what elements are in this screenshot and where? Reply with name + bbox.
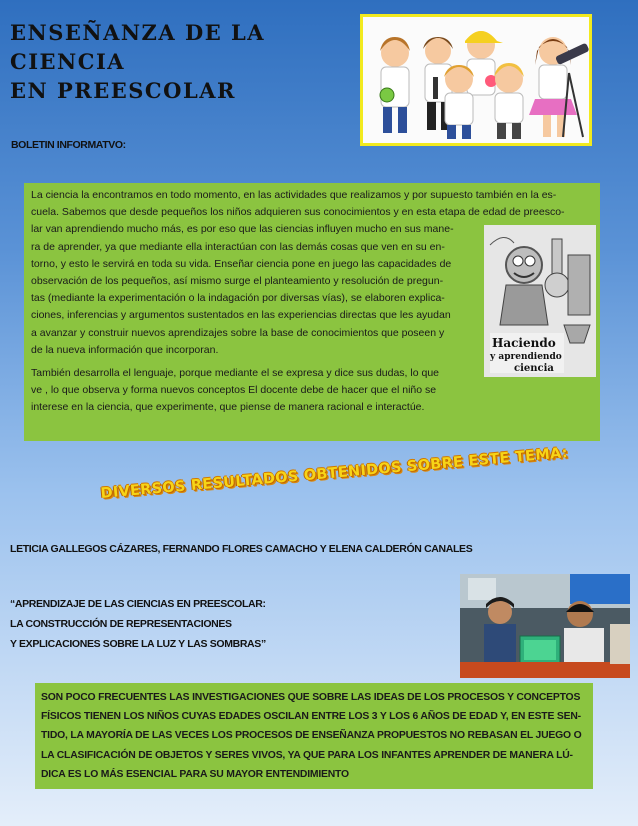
intro-panel xyxy=(24,183,600,441)
summary-line: FÍSICOS TIENEN LOS NIÑOS CUYAS EDADES OSCILAN ENTRE LOS 3 Y LOS 6 AÑOS DE EDAD Y, EN ESTE SEN- xyxy=(41,711,581,723)
sketch-caption-2: y aprendiendo xyxy=(490,352,562,362)
intro-line: de la nueva información que incorporan. xyxy=(31,343,219,356)
page-title xyxy=(10,18,360,105)
intro-line: La ciencia la encontramos en todo momento, en las actividades que realizamos y por supuesto también en la es- xyxy=(31,189,557,201)
title-line-1: ENSEÑANZA DE LA CIENCIA xyxy=(10,20,266,74)
classroom-photo xyxy=(460,574,630,678)
summary-line: LA CLASIFICACIÓN DE OBJETOS Y SERES VIVOS, YA QUE PARA LOS INFANTES APRENDER DE MANERA LÚ- xyxy=(41,749,573,761)
kids-scientists-illustration xyxy=(360,14,592,146)
summary-line: DICA ES LO MÁS ESENCIAL PARA SU MAYOR ENTENDIMIENTO xyxy=(41,768,349,780)
article-title-line-2: LA CONSTRUCCIÓN DE REPRESENTACIONES xyxy=(10,618,232,630)
intro-line: interese en la ciencia, que experimente, que piense de manera racional e interactúe. xyxy=(31,401,425,414)
article-title xyxy=(10,594,266,654)
authors-line: LETICIA GALLEGOS CÁZARES, FERNANDO FLORES CAMACHO Y ELENA CALDERÓN CANALES xyxy=(10,543,473,555)
intro-line: ciones, inferencias y argumentos sustentados en las experiencias directas que les ayudan xyxy=(31,309,451,322)
sketch-caption-1: Haciendo xyxy=(492,336,556,350)
bulletin-label: BOLETIN INFORMATVO: xyxy=(11,139,126,151)
science-sketch-image xyxy=(484,225,596,377)
intro-line: ra de aprender, ya que mediante ella interactúan con las demás cosas que ven en su en- xyxy=(31,240,445,253)
sketch-caption-3: ciencia xyxy=(514,363,554,374)
summary-line: SON POCO FRECUENTES LAS INVESTIGACIONES QUE SOBRE LAS IDEAS DE LOS PROCESOS Y CONCEPTOS xyxy=(41,692,581,703)
title-line-2: EN PREESCOLAR xyxy=(10,78,236,103)
article-title-line-1: “APRENDIZAJE DE LAS CIENCIAS EN PREESCOLAR: xyxy=(10,598,266,610)
intro-line: lar van aprendiendo mucho más, es por eso que las ciencias influyen mucho en sus mane- xyxy=(31,223,454,236)
results-wordart-heading: DIVERSOS RESULTADOS OBTENIDOS SOBRE ESTE TEMA: xyxy=(100,445,569,502)
intro-line: cuela. Sabemos que desde pequeños los niños adquieren sus conocimientos y en esta etapa de edad de preesco- xyxy=(31,206,565,219)
intro-line: También desarrolla el lenguaje, porque mediante el se expresa y dice sus dudas, lo que xyxy=(31,367,440,380)
intro-line: ve , lo que observa y forma nuevos conceptos El docente debe de hacer que el niño se xyxy=(31,384,437,397)
intro-line: torno, y esto le servirá en toda su vida. Enseñar ciencia pone en juego las capacidades de xyxy=(31,257,452,270)
intro-line: a avanzar y construir nuevos aprendizajes sobre la base de conocimientos que poseen y xyxy=(31,326,445,339)
summary-panel xyxy=(35,683,593,789)
intro-line: observación de los pequeños, así mismo surge el planteamiento y resolución de pregun- xyxy=(31,275,444,288)
article-title-line-3: Y EXPLICACIONES SOBRE LA LUZ Y LAS SOMBRAS” xyxy=(10,638,266,650)
kids-scientists-drawing xyxy=(363,17,589,143)
intro-line: tas (mediante la experimentación o la indagación por diversas vías), se elaboren explica- xyxy=(31,292,445,305)
summary-line: TIDO, LA MAYORÍA DE LAS VECES LOS PROCESOS DE ENSEÑANZA PROPUESTOS NO REBASAN EL JUEGO O xyxy=(41,730,582,742)
